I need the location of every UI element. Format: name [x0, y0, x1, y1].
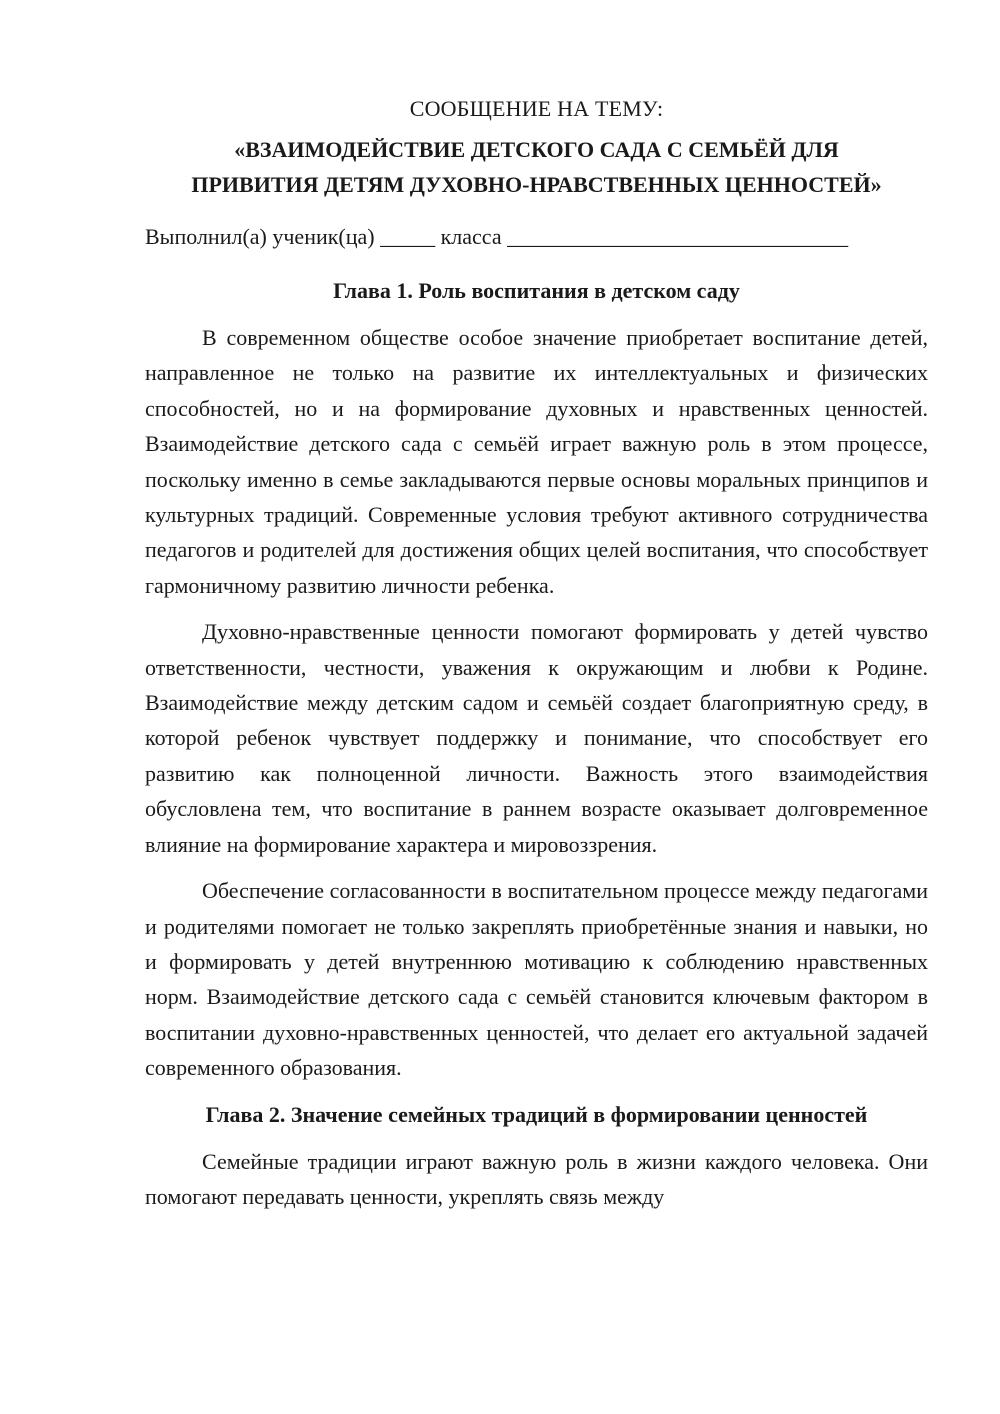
- chapter-2-title: Глава 2. Значение семейных традиций в формировании ценностей: [205, 1101, 868, 1127]
- document-title-line-2: ПРИВИТИЯ ДЕТЯМ ДУХОВНО-НРАВСТВЕННЫХ ЦЕННОСТЕЙ»: [191, 172, 882, 197]
- chapter-1-paragraph-1: В современном обществе особое значение приобретает воспитание детей, направленное не только на развитие их интеллектуальных и физических способностей, но и на формирование духовных и нравственных ценностей. Взаимодействие детского сада с семьёй играет важную роль в этом процессе, поскольку именно в семье закладываются первые основы моральных принципов и культурных традиций. Современные условия требуют активного сотрудничества педагогов и родителей для достижения общих целей воспитания, что способствует гармоничному развитию личности ребенка.: [145, 325, 928, 598]
- document-title: [145, 132, 928, 202]
- chapter-1-paragraph-3: Обеспечение согласованности в воспитательном процессе между педагогами и родителями помогает не только закреплять приобретённые знания и навыки, но и формировать у детей внутреннюю мотивацию к соблюдению нравственных норм. Взаимодействие детского сада с семьёй становится ключевым фактором в воспитании духовно-нравственных ценностей, что делает его актуальной задачей современного образования.: [145, 878, 928, 1081]
- document-title-line-1: «ВЗАИМОДЕЙСТВИЕ ДЕТСКОГО САДА С СЕМЬЁЙ ДЛЯ: [234, 137, 839, 162]
- document-header: СООБЩЕНИЕ НА ТЕМУ:: [409, 96, 664, 121]
- chapter-2-paragraph-1: Семейные традиции играют важную роль в жизни каждого человека. Они помогают передавать ценности, укреплять связь между: [145, 1148, 928, 1209]
- author-line: Выполнил(а) ученик(ца) _____ класса _______________________________: [145, 224, 849, 249]
- chapter-1-title: Глава 1. Роль воспитания в детском саду: [333, 278, 740, 303]
- document-page: [145, 92, 928, 1214]
- chapter-1-paragraph-2: Духовно-нравственные ценности помогают формировать у детей чувство ответственности, честности, уважения к окружающим и любви к Родине. Взаимодействие между детским садом и семьёй создает благоприятную среду, в которой ребенок чувствует поддержку и понимание, что способствует его развитию как полноценной личности. Важность этого взаимодействия обусловлена тем, что воспитание в раннем возрасте оказывает долговременное влияние на формирование характера и мировоззрения.: [145, 619, 928, 857]
